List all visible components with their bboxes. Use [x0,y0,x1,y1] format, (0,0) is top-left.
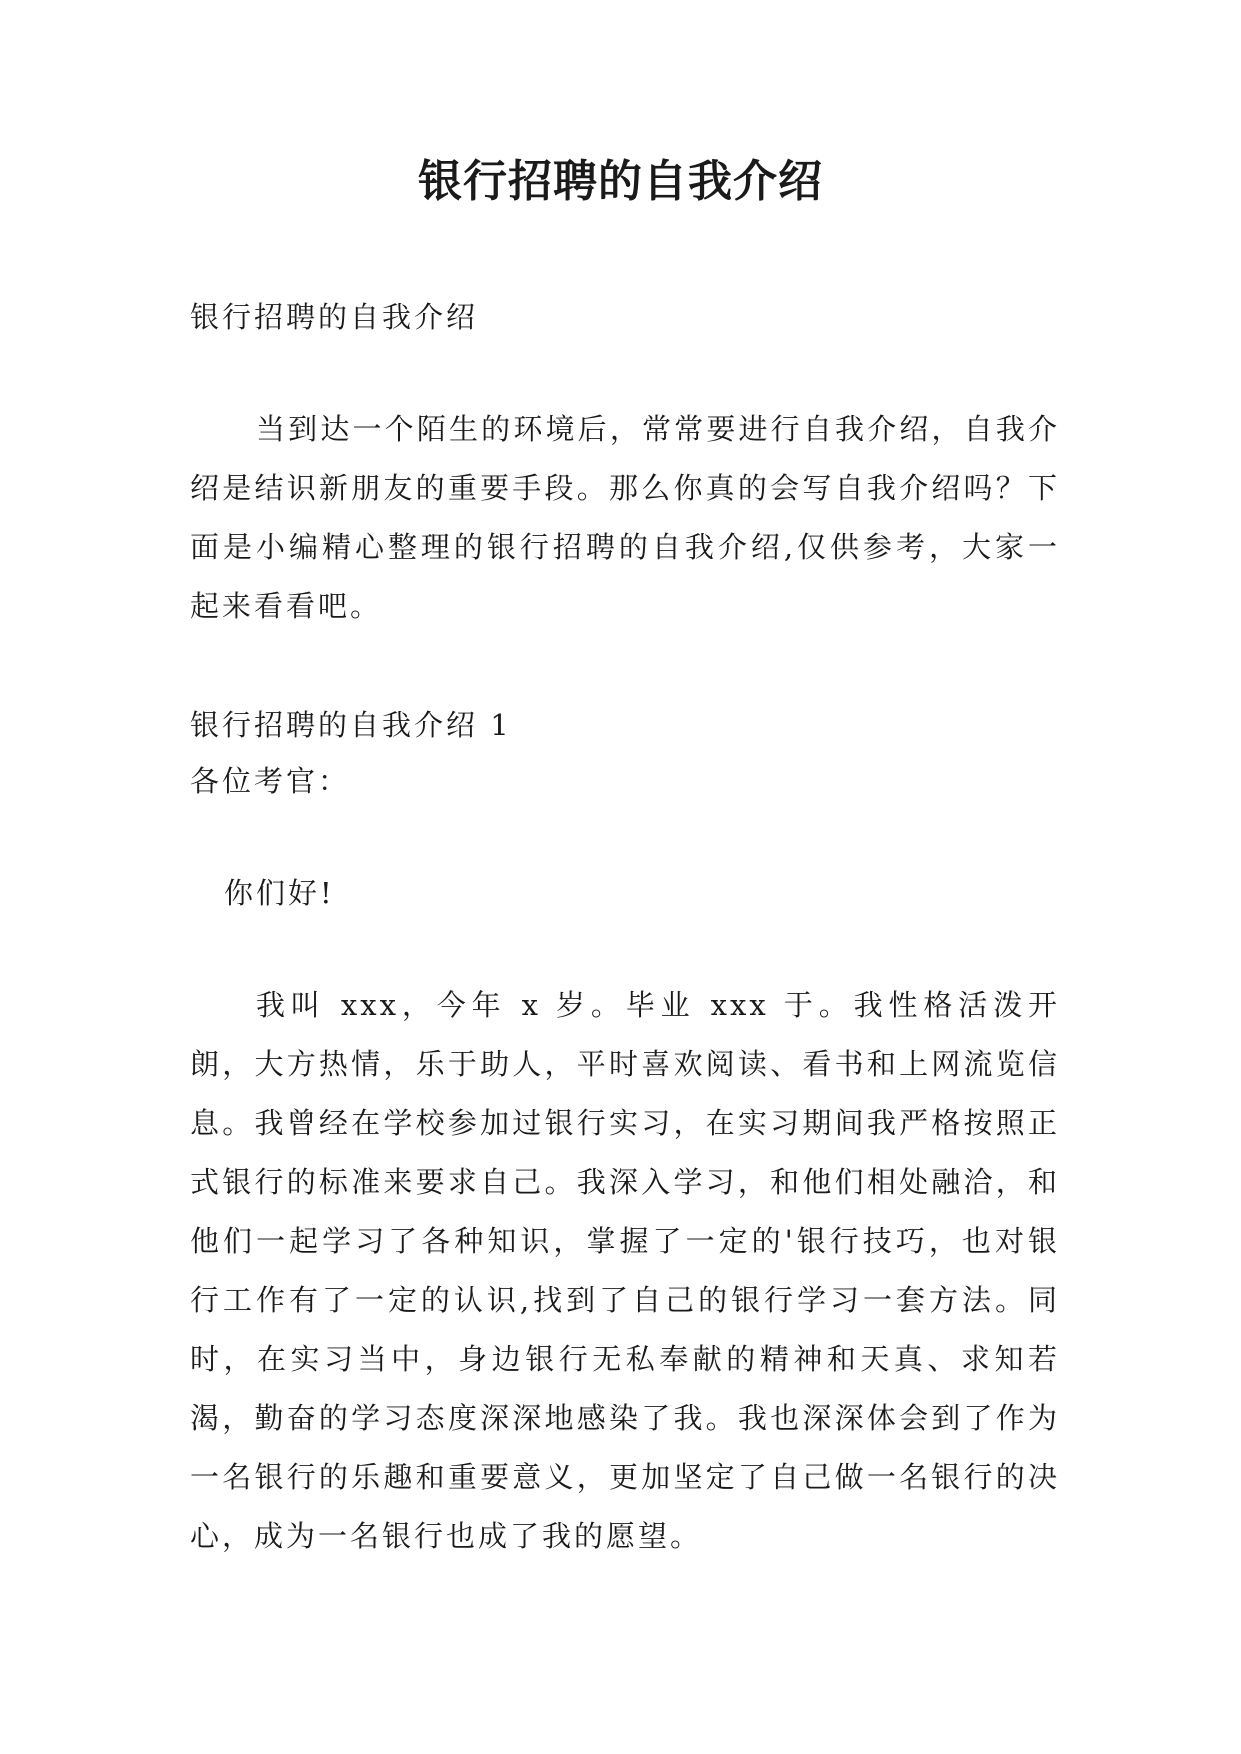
document-title: 银行招聘的自我介绍 [418,156,823,207]
hello-line: 你们好! [224,876,335,910]
intro-paragraph: 当到达一个陌生的环境后，常常要进行自我介绍，自我介绍是结识新朋友的重要手段。那么你真的会写自我介绍吗？下面是小编精心整理的银行招聘的自我介绍,仅供参考，大家一起来看看吧。 [190,412,1060,623]
document-subtitle: 银行招聘的自我介绍 [190,300,479,334]
greeting-line: 各位考官： [190,764,351,798]
body-paragraph: 我叫 xxx，今年 x 岁。毕业 xxx 于。我性格活泼开朗，大方热情，乐于助人，平时喜欢阅读、看书和上网流览信息。我曾经在学校参加过银行实习，在实习期间我严格按照正式银行的标准来要求自己。我深入学习，和他们相处融洽，和他们一起学习了各种知识，掌握了一定的'银行技巧，也对银行工作有了一定的认识,找到了自己的银行学习一套方法。同时，在实习当中，身边银行无私奉献的精神和天真、求知若渴，勤奋的学习态度深深地感染了我。我也深深体会到了作为一名银行的乐趣和重要意义，更加坚定了自己做一名银行的决心，成为一名银行也成了我的愿望。 [190,988,1060,1553]
section-heading: 银行招聘的自我介绍 1 [190,708,512,742]
